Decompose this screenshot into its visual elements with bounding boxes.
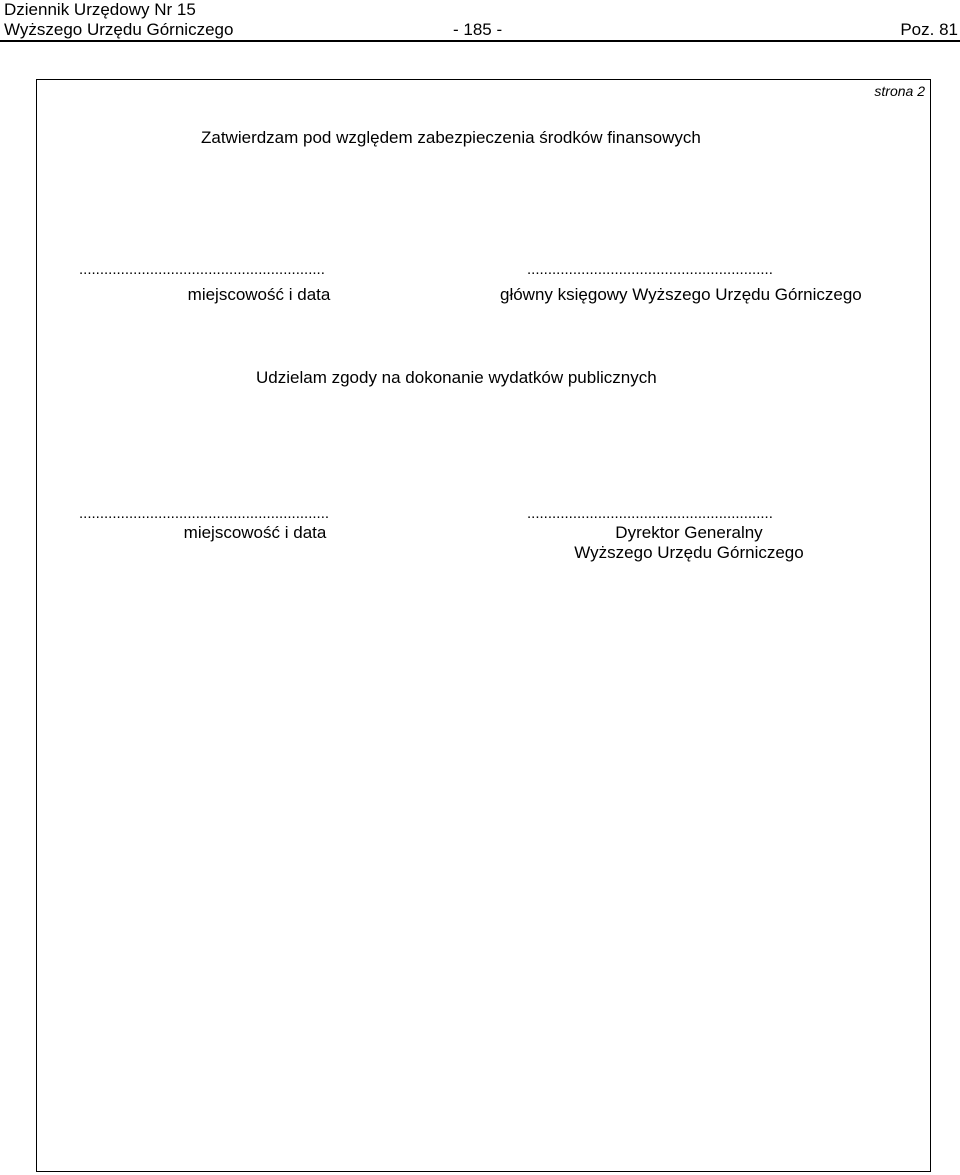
page-label: strona 2 [874,83,925,99]
place-date-signature-line: ........................................................... [79,264,325,276]
form-frame [36,79,931,1172]
position-number: Poz. 81 [900,20,958,39]
place-date-caption-2: miejscowość i data [183,523,327,542]
chief-accountant-caption: główny księgowy Wyższego Urzędu Górniczego [500,285,862,304]
page-header [0,0,960,42]
director-signature-line: ........................................................... [527,508,773,520]
journal-title: Dziennik Urzędowy Nr 15 [4,0,196,19]
header-rule [0,40,960,42]
expenditure-consent-statement: Udzielam zgody na dokonanie wydatków publicznych [256,368,657,387]
place-date-signature-line-2: ............................................................ [79,508,330,520]
page-number: - 185 - [453,20,503,39]
director-title: Dyrektor Generalny [615,523,763,542]
director-office: Wyższego Urzędu Górniczego [574,543,804,562]
chief-accountant-signature-line: ........................................................... [527,264,773,276]
place-date-caption: miejscowość i data [187,285,331,304]
financial-approval-statement: Zatwierdzam pod względem zabezpieczenia środków finansowych [201,128,701,147]
office-name: Wyższego Urzędu Górniczego [4,20,234,39]
